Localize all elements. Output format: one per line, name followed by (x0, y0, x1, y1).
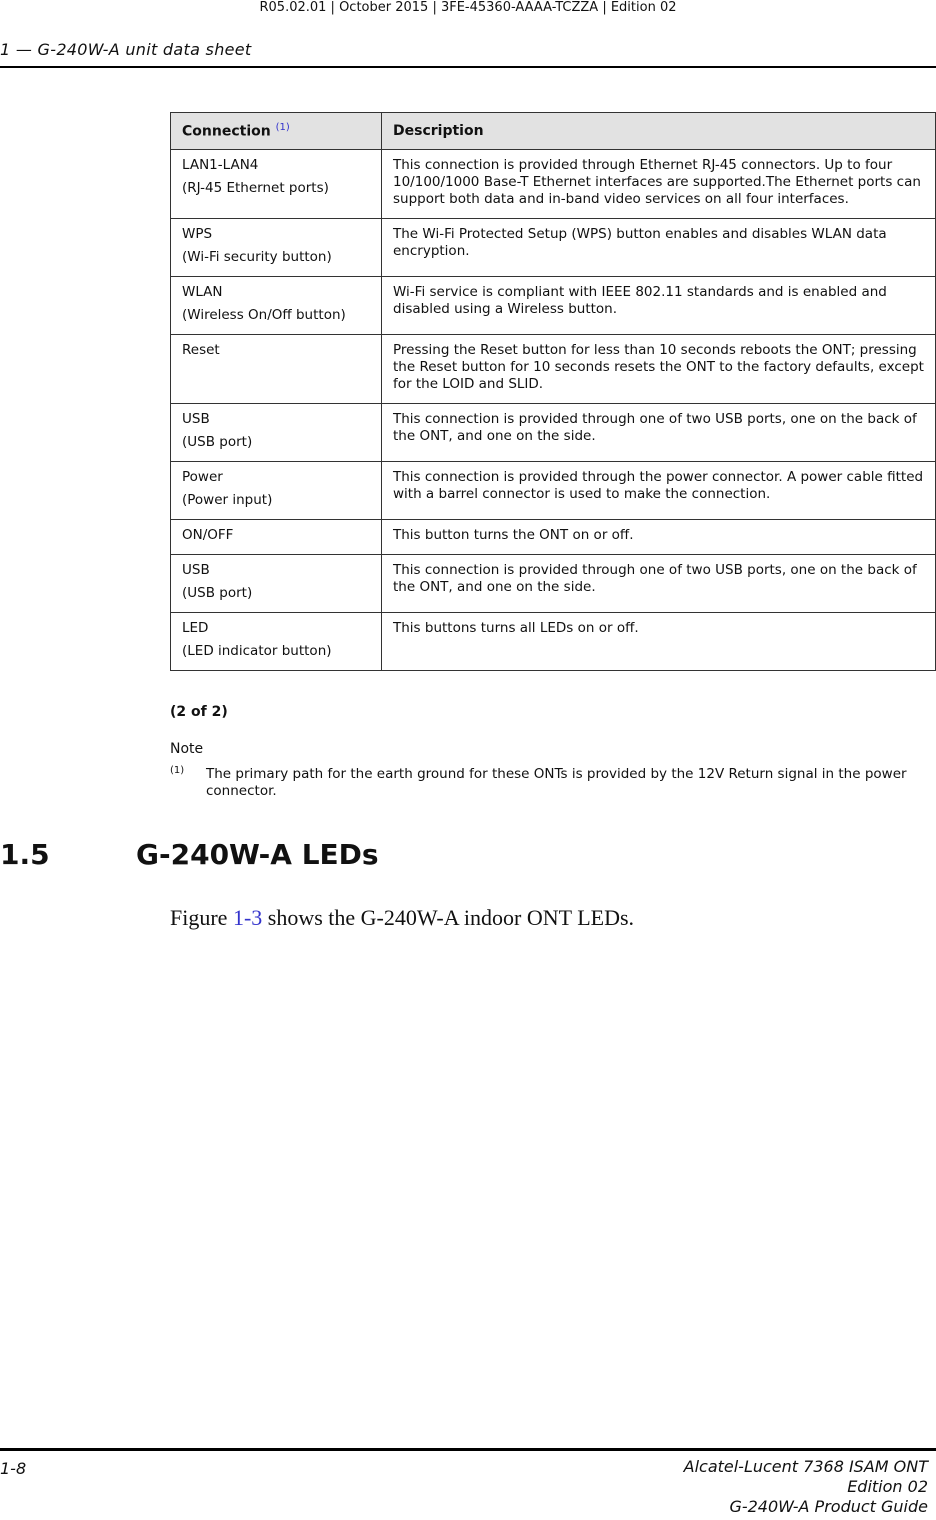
footnote-reference-link[interactable]: (1) (275, 122, 290, 134)
table-page-indicator: (2 of 2) (170, 704, 228, 720)
connection-name: USB (182, 562, 210, 578)
connection-cell (171, 150, 382, 219)
description-cell: Wi-Fi service is compliant with IEEE 802.11 standards and is enabled and disabled using a Wireless button. (382, 277, 936, 335)
connection-cell (171, 613, 382, 671)
connection-type: (USB port) (182, 434, 253, 450)
figure-reference-link[interactable]: 1-3 (232, 905, 263, 930)
footer-divider (0, 1448, 936, 1451)
connection-type: (Wi-Fi security button) (182, 249, 332, 265)
description-cell: Pressing the Reset button for less than 10 seconds reboots the ONT; pressing the Reset button for 10 seconds resets the ONT to the factory defaults, except for the LOID and SLID. (382, 335, 936, 404)
document-reference: R05.02.01 | October 2015 | 3FE-45360-AAAA-TCZZA | Edition 02 (259, 0, 677, 15)
description-cell: This connection is provided through one of two USB ports, one on the back of the ONT, and one on the side. (382, 555, 936, 613)
connection-cell (171, 462, 382, 520)
footer-document-info (684, 1457, 928, 1517)
connection-name: Power (182, 469, 223, 485)
column-header-connection (171, 113, 382, 150)
connection-type: (Power input) (182, 492, 273, 508)
connection-cell (171, 520, 382, 555)
connection-type: (LED indicator button) (182, 643, 332, 659)
section-number: 1.5 (0, 838, 50, 871)
body-suffix: shows the G-240W-A indoor ONT LEDs. (262, 905, 635, 930)
table-row (171, 613, 936, 671)
connection-cell (171, 335, 382, 404)
description-cell: This connection is provided through Ethernet RJ-45 connectors. Up to four 10/100/1000 Base-T Ethernet interfaces are supported.The Ethernet ports can support both data and in-band video services on all four interfaces. (382, 150, 936, 219)
connection-type: (RJ-45 Ethernet ports) (182, 180, 329, 196)
connection-name: WLAN (182, 284, 223, 300)
connection-cell (171, 219, 382, 277)
connection-name: Reset (182, 342, 220, 358)
note-footnote-marker: (1) (170, 765, 185, 776)
connection-type: (USB port) (182, 585, 253, 601)
table-row (171, 277, 936, 335)
table-row (171, 404, 936, 462)
description-cell: This connection is provided through one of two USB ports, one on the back of the ONT, and one on the side. (382, 404, 936, 462)
body-paragraph (170, 905, 634, 931)
connections-table (170, 112, 936, 671)
note-text: The primary path for the earth ground for these ONTs is provided by the 12V Return signal in the power connector. (206, 766, 907, 799)
footer-edition: Edition 02 (847, 1477, 928, 1496)
connection-cell (171, 404, 382, 462)
connection-name: ON/OFF (182, 527, 234, 543)
connection-name: LED (182, 620, 209, 636)
connection-cell (171, 555, 382, 613)
header-divider (0, 66, 936, 68)
table-header-row (171, 113, 936, 150)
table-row (171, 219, 936, 277)
body-prefix: Figure (170, 905, 233, 930)
column-header-description: Description (382, 113, 936, 150)
description-cell: The Wi-Fi Protected Setup (WPS) button enables and disables WLAN data encryption. (382, 219, 936, 277)
connection-name: WPS (182, 226, 213, 242)
table-row (171, 555, 936, 613)
column-header-connection-label: Connection (182, 123, 271, 140)
running-header: 1 — G-240W-A unit data sheet (0, 40, 252, 59)
connection-type: (Wireless On/Off button) (182, 307, 346, 323)
footer-product-line: Alcatel-Lucent 7368 ISAM ONT (683, 1457, 928, 1476)
description-cell: This connection is provided through the power connector. A power cable fitted with a barrel connector is used to make the connection. (382, 462, 936, 520)
table-row (171, 335, 936, 404)
section-title: G-240W-A LEDs (136, 838, 379, 871)
table-row (171, 150, 936, 219)
footer-guide-title: G-240W-A Product Guide (729, 1497, 928, 1516)
footer-page-number: 1-8 (0, 1459, 27, 1478)
description-cell: This button turns the ONT on or off. (382, 520, 936, 555)
connection-name: LAN1-LAN4 (182, 157, 259, 173)
table-row (171, 520, 936, 555)
connection-cell (171, 277, 382, 335)
table-row (171, 462, 936, 520)
description-cell: This buttons turns all LEDs on or off. (382, 613, 936, 671)
note-label: Note (170, 741, 204, 757)
connection-name: USB (182, 411, 210, 427)
